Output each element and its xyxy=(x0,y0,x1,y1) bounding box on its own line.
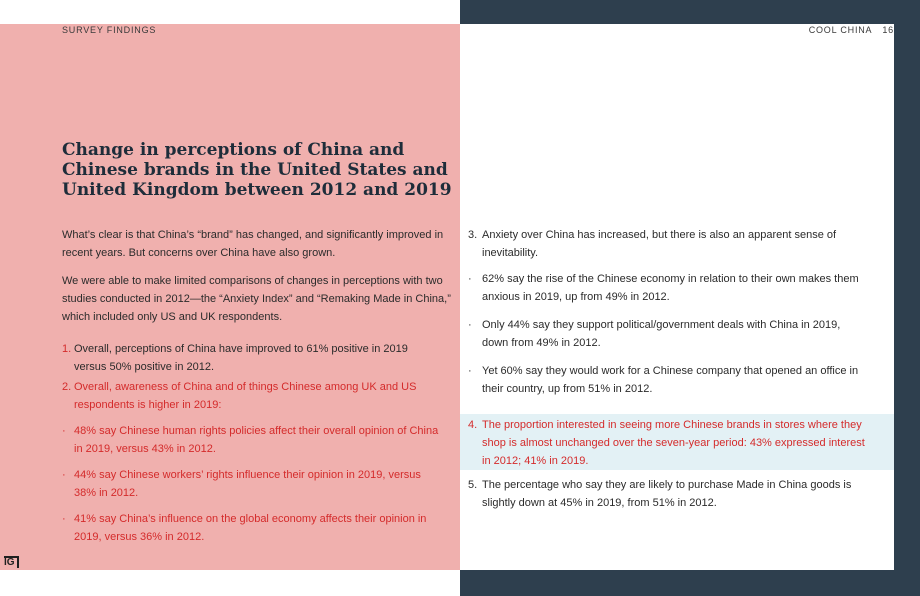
bullet-government-deals xyxy=(468,316,868,352)
list-number: 4. xyxy=(468,419,478,431)
bullet-human-rights xyxy=(62,422,442,458)
list-item-4 xyxy=(468,416,868,470)
bullet-work-for-company xyxy=(468,362,868,398)
list-text: The proportion interested in seeing more Chinese brands in stores where they shop is almost unchanged over the seven-year period: 43% expressed interest in 2012; 41% in 2019. xyxy=(482,419,865,467)
list-number: 3. xyxy=(468,229,478,241)
bullet-global-economy xyxy=(62,510,442,546)
comparison-paragraph: We were able to make limited comparisons of changes in perceptions with two studies conducted in 2012—the “Anxiety Index” and “Remaking Made in China,” which included only US and UK respondents. xyxy=(62,275,451,323)
bullet-text: 41% say China’s influence on the global economy affects their opinion in 2019, versus 36% in 2012. xyxy=(74,513,427,543)
intro-paragraph: What’s clear is that China’s “brand” has changed, and significantly improved in recent years. But concerns over China have also grown. xyxy=(62,229,444,259)
list-item-3 xyxy=(468,226,868,262)
publication-title: COOL CHINA xyxy=(808,25,873,35)
bullet-text: 48% say Chinese human rights policies affect their overall opinion of China in 2019, versus 43% in 2012. xyxy=(74,425,439,455)
bullet-text: 44% say Chinese workers’ rights influence their opinion in 2019, versus 38% in 2012. xyxy=(74,469,421,499)
list-text: The percentage who say they are likely to purchase Made in China goods is slightly down at 45% in 2019, from 51% in 2012. xyxy=(482,479,852,509)
bullet-text: 62% say the rise of the Chinese economy in relation to their own makes them anxious in 2019, up from 49% in 2012. xyxy=(482,273,859,303)
list-item-2 xyxy=(62,378,442,414)
bullet-text: Yet 60% say they would work for a Chinese company that opened an office in their country, up from 51% in 2012. xyxy=(482,365,859,395)
list-number: 2. xyxy=(62,381,72,393)
bullet-dot: · xyxy=(468,319,472,331)
list-text: Anxiety over China has increased, but there is also an apparent sense of inevitability. xyxy=(482,229,837,259)
list-number: 5. xyxy=(468,479,478,491)
list-text: Overall, awareness of China and of things Chinese among UK and US respondents is higher in 2019: xyxy=(74,381,417,411)
logo-fragment: IG xyxy=(4,556,19,568)
bullet-dot: · xyxy=(62,513,66,525)
bullet-dot: · xyxy=(468,365,472,377)
bullet-text: Only 44% say they support political/government deals with China in 2019, down from 49% in 2012. xyxy=(482,319,841,349)
list-item-1 xyxy=(62,340,442,376)
page-number: 16 xyxy=(882,25,894,35)
list-text: Overall, perceptions of China have improved to 61% positive in 2019 versus 50% positive in 2012. xyxy=(74,343,408,373)
page-title: Change in perceptions of China and Chinese brands in the United States and United Kingdom between 2012 and 2019 xyxy=(62,140,452,200)
bullet-workers-rights xyxy=(62,466,442,502)
section-header: SURVEY FINDINGS xyxy=(62,25,157,35)
list-item-5 xyxy=(468,476,868,512)
bullet-dot: · xyxy=(62,469,66,481)
bullet-dot: · xyxy=(468,273,472,285)
bullet-economy-anxiety xyxy=(468,270,868,306)
publication-header xyxy=(809,25,894,35)
list-number: 1. xyxy=(62,343,72,355)
bullet-dot: · xyxy=(62,425,66,437)
